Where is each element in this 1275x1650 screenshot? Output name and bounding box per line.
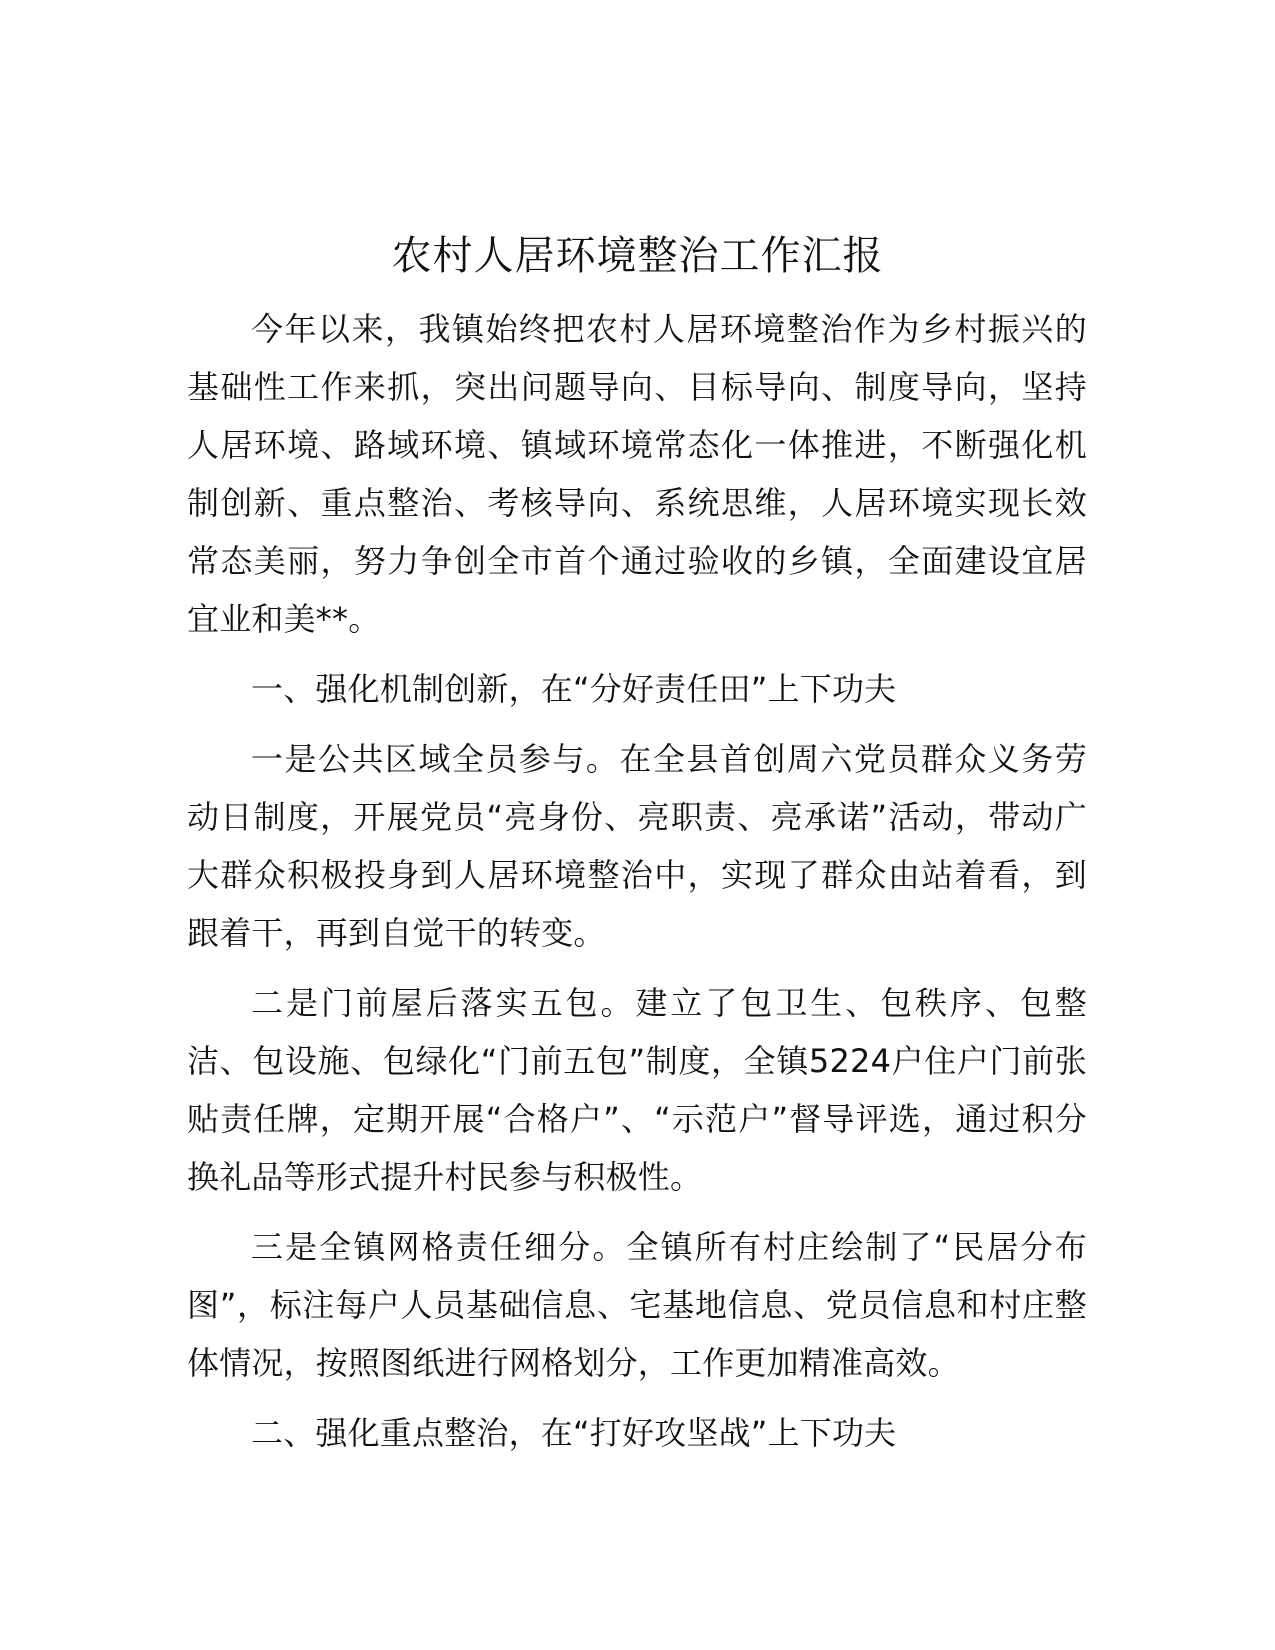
section-heading-1: 一、强化机制创新，在“分好责任田”上下功夫 — [251, 670, 897, 708]
body-paragraph: 三是全镇网格责任细分。全镇所有村庄绘制了“民居分布图”，标注每户人员基础信息、宅基地信息、党员信息和村庄整体情况，按照图纸进行网格划分，工作更加精准高效。 — [187, 1228, 1087, 1382]
section-heading-2: 二、强化重点整治，在“打好攻坚战”上下功夫 — [251, 1414, 897, 1452]
document-title: 农村人居环境整治工作汇报 — [391, 233, 884, 279]
intro-paragraph: 今年以来，我镇始终把农村人居环境整治作为乡村振兴的基础性工作来抓，突出问题导向、目标导向、制度导向，坚持人居环境、路域环境、镇域环境常态化一体推进，不断强化机制创新、重点整治、考核导向、系统思维，人居环境实现长效常态美丽，努力争创全市首个通过验收的乡镇，全面建设宜居宜业和美**。 — [187, 310, 1087, 638]
body-paragraph: 一是公共区域全员参与。在全县首创周六党员群众义务劳动日制度，开展党员“亮身份、亮职责、亮承诺”活动，带动广大群众积极投身到人居环境整治中，实现了群众由站着看，到跟着干，再到自觉干的转变。 — [187, 740, 1087, 952]
document-body — [187, 300, 1087, 1474]
body-paragraph: 二是门前屋后落实五包。建立了包卫生、包秩序、包整洁、包设施、包绿化“门前五包”制度，全镇5224户住户门前张贴责任牌，定期开展“合格户”、“示范户”督导评选，通过积分换礼品等形式提升村民参与积极性。 — [187, 984, 1087, 1196]
